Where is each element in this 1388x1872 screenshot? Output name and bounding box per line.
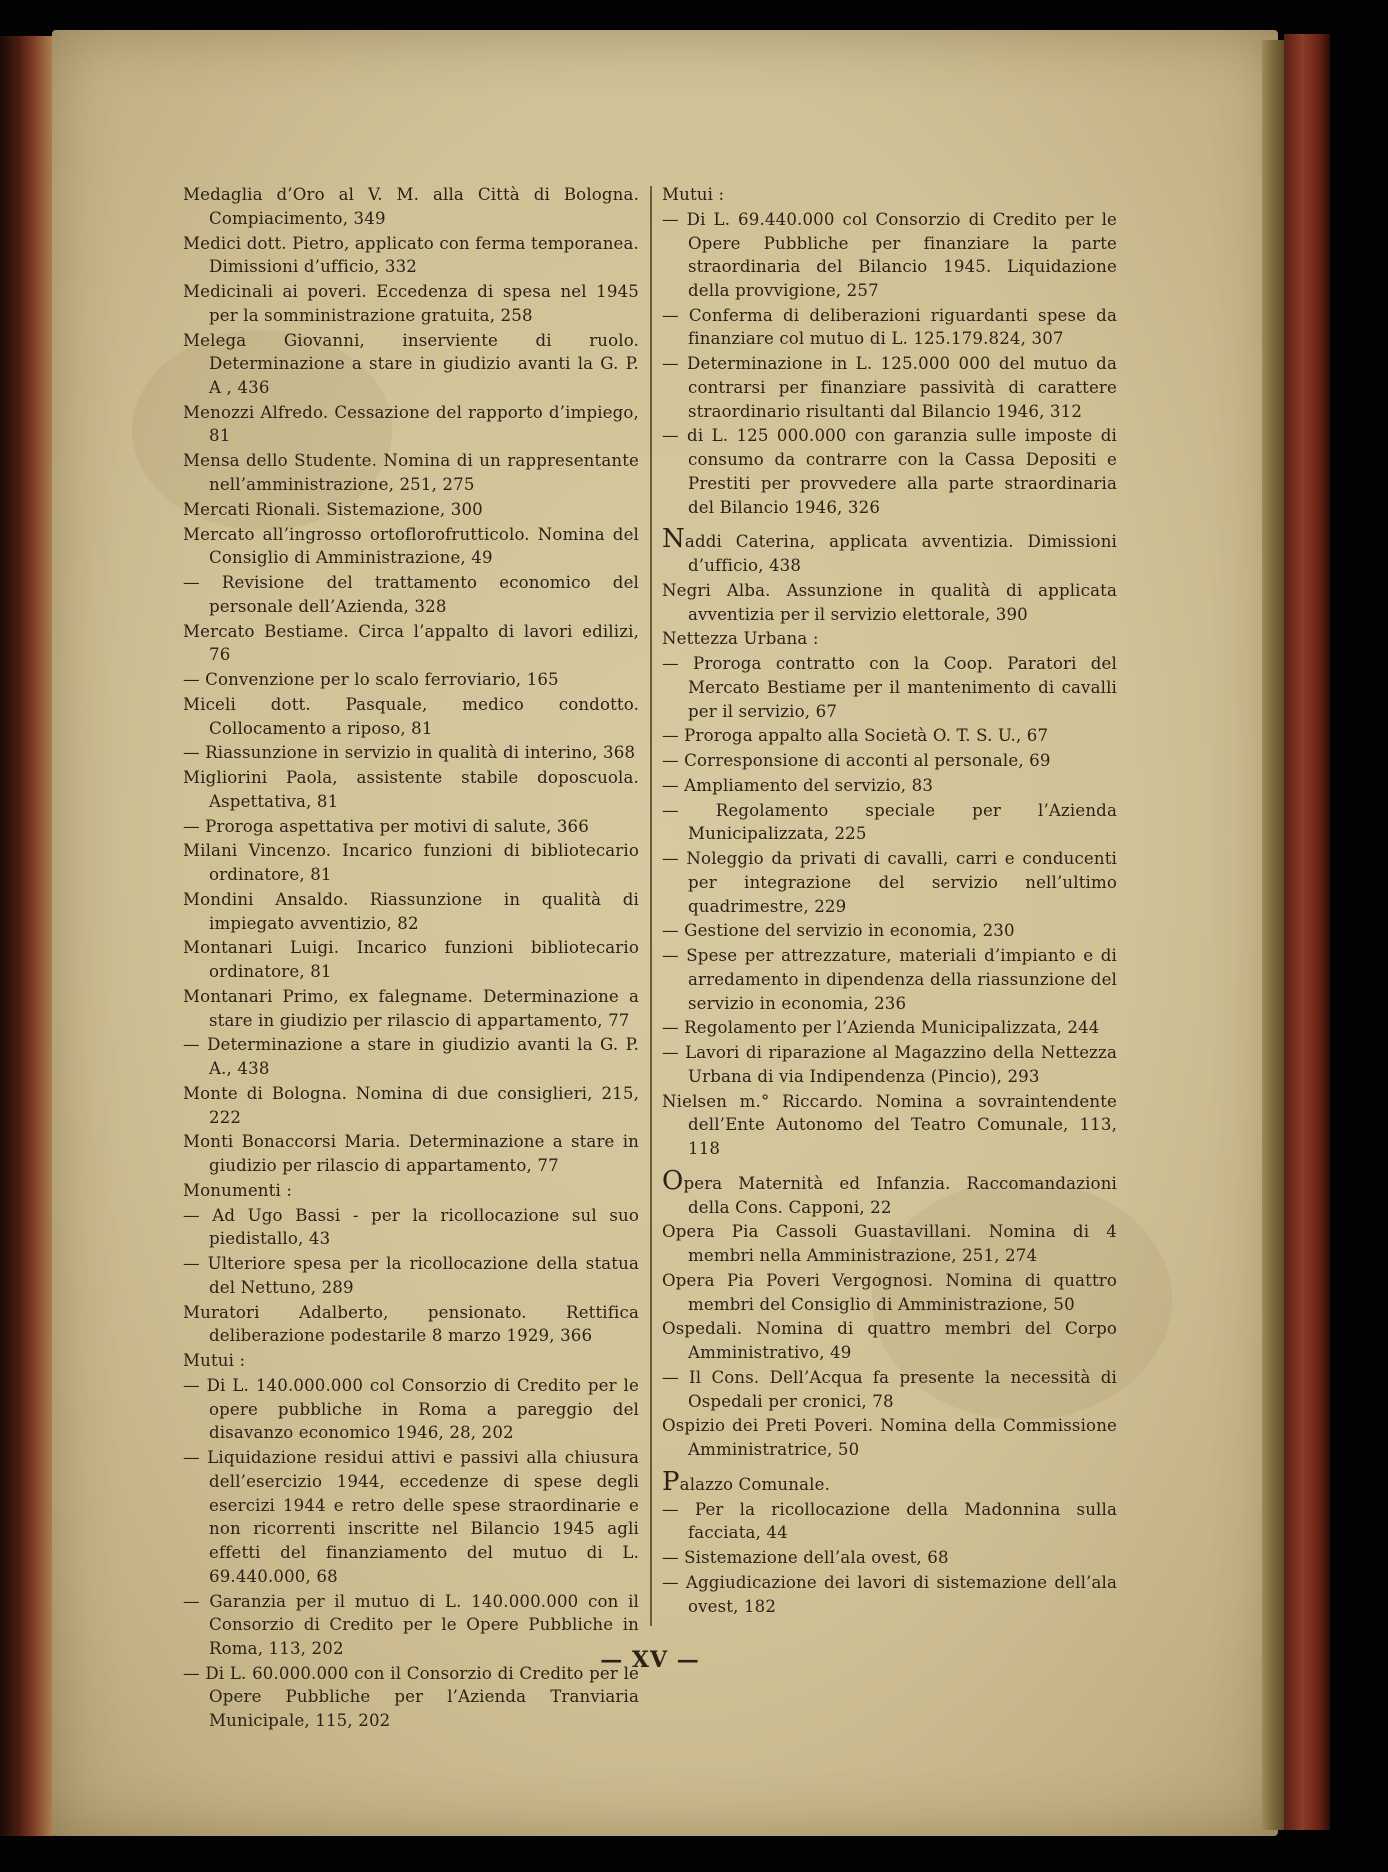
index-heading — [183, 1349, 639, 1373]
entry-text: — Aggiudicazione dei lavori di sistemazione dell’ala ovest, 182 — [662, 1573, 1117, 1616]
entry-text: — Noleggio da privati di cavalli, carri e conducenti per integrazione del servizio nell’ultimo quadrimestre, 229 — [662, 849, 1117, 916]
entry-text: — Convenzione per lo scalo ferroviario, 165 — [183, 670, 559, 689]
index-subentry — [662, 799, 1117, 846]
index-entry — [662, 1165, 1117, 1219]
entry-text: — Gestione del servizio in economia, 230 — [662, 921, 1015, 941]
entry-text: Negri Alba. Assunzione in qualità di applicata avventizia per il servizio elettorale, 390 — [662, 580, 1117, 624]
entry-text: Nettezza Urbana : — [662, 629, 819, 649]
entry-text: — Determinazione a stare in giudizio avanti la G. P. A., 438 — [183, 1035, 639, 1079]
entry-text: — Ulteriore spesa per la ricollocazione della statua del Nettuno, 289 — [183, 1254, 639, 1297]
entry-text: Miceli dott. Pasquale, medico condotto. Collocamento a riposo, 81 — [183, 694, 639, 738]
index-subentry — [183, 668, 639, 692]
entry-text: — Di L. 60.000.000 con il Consorzio di Credito per le Opere Pubbliche per l’Azienda Tranviaria Municipale, 115, 202 — [183, 1663, 639, 1731]
entry-text: Opera Pia Cassoli Guastavillani. Nomina di 4 membri nella Amministrazione, 251, 274 — [662, 1222, 1117, 1266]
index-subentry — [662, 1498, 1117, 1545]
entry-text: Montanari Luigi. Incarico funzioni bibliotecario ordinatore, 81 — [183, 938, 639, 982]
index-entry — [662, 1269, 1117, 1316]
index-subentry — [183, 1590, 639, 1661]
index-subentry — [662, 774, 1117, 798]
index-entry — [662, 1414, 1117, 1461]
index-subentry — [662, 352, 1117, 423]
entry-text: Melega Giovanni, inserviente di ruolo. Determinazione a stare in giudizio avanti la G. P. A , 436 — [183, 330, 639, 397]
entry-text: — Liquidazione residui attivi e passivi alla chiusura dell’esercizio 1944, eccedenze di spese degli esercizi 1944 e retro delle spese straordinarie e non ricorrenti inscritte nel Bilancio 1945 agli effetti del finanziamento del mutuo di L. 69.440.000, 68 — [183, 1448, 639, 1586]
left-binding — [0, 36, 54, 1836]
section-initial: O — [662, 1165, 684, 1196]
entry-text: — Conferma di deliberazioni riguardanti spese da finanziare col mutuo di L. 125.179.824, 307 — [662, 305, 1117, 349]
entry-text: Mercati Rionali. Sistemazione, 300 — [183, 499, 483, 519]
entry-text: — Regolamento speciale per l’Azienda Municipalizzata, 225 — [662, 800, 1117, 844]
entry-text: Mercato Bestiame. Circa l’appalto di lavori edilizi, 76 — [183, 621, 639, 665]
entry-text: Monte di Bologna. Nomina di due consiglieri, 215, 222 — [183, 1083, 639, 1127]
index-subentry — [662, 424, 1117, 519]
section-gap — [662, 1463, 1117, 1473]
index-entry — [183, 1301, 639, 1348]
index-entry — [662, 1317, 1117, 1364]
index-entry — [183, 985, 639, 1032]
page-number: — XV — — [600, 1647, 700, 1673]
index-entry — [183, 329, 639, 400]
entry-text: Menozzi Alfredo. Cessazione del rapporto d’impiego, 81 — [183, 402, 639, 446]
index-subentry — [662, 304, 1117, 351]
entry-text: — Corresponsione di acconti al personale, 69 — [662, 751, 1051, 771]
entry-text: pera Maternità ed Infanzia. Raccomandazioni della Cons. Capponi, 22 — [683, 1173, 1117, 1217]
entry-text: Mutui : — [183, 1351, 246, 1371]
entry-text: Medicinali ai poveri. Eccedenza di spesa nel 1945 per la somministrazione gratuita, 258 — [183, 282, 639, 325]
section-initial: P — [662, 1466, 680, 1497]
section-initial: N — [662, 524, 685, 555]
index-entry — [183, 232, 639, 279]
entry-text: — Revisione del trattamento economico del personale dell’Azienda, 328 — [183, 573, 639, 616]
index-subentry — [662, 1571, 1117, 1618]
index-heading — [662, 183, 1117, 207]
index-entry — [183, 888, 639, 935]
index-subentry — [183, 741, 639, 765]
index-subentry — [183, 1204, 639, 1251]
entry-text: — di L. 125 000.000 con garanzia sulle imposte di consumo da contrarre con la Cassa Depositi e Prestiti per provvedere alla parte straordinaria del Bilancio 1946, 326 — [662, 426, 1117, 517]
index-entry — [183, 936, 639, 983]
index-subentry — [183, 1374, 639, 1445]
index-subentry — [183, 1662, 639, 1733]
entry-text: Mercato all’ingrosso ortoflorofrutticolo. Nomina del Consiglio di Amministrazione, 49 — [183, 524, 639, 568]
entry-text: Muratori Adalberto, pensionato. Rettifica deliberazione podestarile 8 marzo 1929, 366 — [183, 1302, 639, 1346]
entry-text: Medaglia d’Oro al V. M. alla Città di Bologna. Compiacimento, 349 — [183, 185, 639, 228]
index-subentry — [183, 1252, 639, 1299]
index-entry — [662, 524, 1117, 577]
index-entry — [183, 523, 639, 570]
index-entry — [183, 1082, 639, 1129]
index-subentry — [662, 919, 1117, 943]
entry-text: Milani Vincenzo. Incarico funzioni di bibliotecario ordinatore, 81 — [183, 841, 639, 885]
index-subentry — [662, 944, 1117, 1015]
entry-text: Ospizio dei Preti Poveri. Nomina della Commissione Amministratrice, 50 — [662, 1416, 1117, 1460]
entry-text: — Riassunzione in servizio in qualità di interino, 368 — [183, 743, 636, 763]
index-subentry — [662, 1016, 1117, 1040]
index-subentry — [662, 724, 1117, 748]
entry-text: Monumenti : — [183, 1180, 293, 1200]
entry-text: alazzo Comunale. — [679, 1474, 830, 1494]
index-entry — [183, 766, 639, 813]
section-gap — [662, 1162, 1117, 1172]
entry-text: — Ampliamento del servizio, 83 — [662, 775, 934, 795]
entry-text: — Spese per attrezzature, materiali d’impianto e di arredamento in dipendenza della riassunzione del servizio in economia, 236 — [662, 946, 1117, 1013]
entry-text: — Proroga appalto alla Società O. T. S. U., 67 — [662, 726, 1049, 746]
entry-text: — Determinazione in L. 125.000 000 del mutuo da contrarsi per finanziare passività di carattere straordinario risultanti dal Bilancio 1946, 312 — [662, 354, 1117, 421]
entry-text: — Per la ricollocazione della Madonnina sulla facciata, 44 — [662, 1499, 1117, 1543]
page-edge — [1262, 40, 1284, 1830]
index-entry — [662, 1220, 1117, 1267]
entry-text: — Lavori di riparazione al Magazzino della Nettezza Urbana di via Indipendenza (Pincio), 293 — [662, 1043, 1117, 1086]
entry-text: Mondini Ansaldo. Riassunzione in qualità di impiegato avventizio, 82 — [183, 889, 639, 933]
entry-text: Montanari Primo, ex falegname. Determinazione a stare in giudizio per rilascio di appartamento, 77 — [183, 986, 639, 1030]
index-subentry — [183, 1033, 639, 1080]
index-subentry — [183, 815, 639, 839]
index-subentry — [183, 1446, 639, 1588]
section-gap — [662, 520, 1117, 530]
entry-text: Mensa dello Studente. Nomina di un rappresentante nell’amministrazione, 251, 275 — [183, 451, 639, 494]
entry-text: — Garanzia per il mutuo di L. 140.000.000 con il Consorzio di Credito per le Opere Pubbliche in Roma, 113, 202 — [183, 1591, 639, 1658]
entry-text: — Ad Ugo Bassi - per la ricollocazione sul suo piedistallo, 43 — [183, 1205, 639, 1249]
entry-text: — Di L. 69.440.000 col Consorzio di Credito per le Opere Pubbliche per finanziare la parte straordinaria del Bilancio 1945. Liquidazione della provvigione, 257 — [662, 209, 1117, 300]
index-entry — [183, 839, 639, 886]
index-heading — [662, 1466, 1117, 1497]
entry-text: Medici dott. Pietro, applicato con ferma temporanea. Dimissioni d’ufficio, 332 — [183, 233, 639, 277]
index-entry — [183, 183, 639, 230]
index-entry — [183, 1130, 639, 1177]
entry-text: — Regolamento per l’Azienda Municipalizzata, 244 — [662, 1018, 1100, 1038]
index-entry — [183, 498, 639, 522]
index-entry — [183, 280, 639, 327]
entry-text: Ospedali. Nomina di quattro membri del Corpo Amministrativo, 49 — [662, 1319, 1117, 1363]
index-subentry — [662, 1366, 1117, 1413]
index-subentry — [183, 571, 639, 618]
index-column-left — [183, 183, 639, 1734]
entry-text: — Il Cons. Dell’Acqua fa presente la necessità di Ospedali per cronici, 78 — [662, 1367, 1117, 1411]
entry-text: — Di L. 140.000.000 col Consorzio di Credito per le opere pubbliche in Roma a pareggio del disavanzo economico 1946, 28, 202 — [183, 1375, 639, 1443]
index-heading — [183, 1179, 639, 1203]
index-subentry — [662, 208, 1117, 303]
entry-text: — Proroga aspettativa per motivi di salute, 366 — [183, 816, 589, 836]
entry-text: Migliorini Paola, assistente stabile doposcuola. Aspettativa, 81 — [183, 768, 639, 811]
index-heading — [662, 627, 1117, 651]
entry-text: Monti Bonaccorsi Maria. Determinazione a stare in giudizio per rilascio di appartamento, 77 — [183, 1132, 639, 1176]
entry-text: Opera Pia Poveri Vergognosi. Nomina di quattro membri del Consiglio di Amministrazione, 50 — [662, 1270, 1117, 1314]
index-column-right — [662, 183, 1117, 1620]
index-subentry — [662, 652, 1117, 723]
column-divider — [650, 186, 652, 1626]
index-entry — [183, 620, 639, 667]
index-subentry — [662, 847, 1117, 918]
index-subentry — [662, 1546, 1117, 1570]
entry-text: — Sistemazione dell’ala ovest, 68 — [662, 1548, 949, 1568]
index-entry — [183, 401, 639, 448]
index-entry — [662, 1090, 1117, 1161]
entry-text: addi Caterina, applicata avventizia. Dimissioni d’ufficio, 438 — [684, 532, 1117, 576]
index-entry — [662, 579, 1117, 626]
index-subentry — [662, 1041, 1117, 1088]
entry-text: Nielsen m.° Riccardo. Nomina a sovraintendente dell’Ente Autonomo del Teatro Comunale, 113, 118 — [662, 1091, 1117, 1159]
entry-text: Mutui : — [662, 185, 725, 204]
right-binding — [1284, 34, 1330, 1830]
entry-text: — Proroga contratto con la Coop. Paratori del Mercato Bestiame per il mantenimento di cavalli per il servizio, 67 — [662, 654, 1117, 721]
index-subentry — [662, 749, 1117, 773]
index-entry — [183, 449, 639, 496]
index-entry — [183, 693, 639, 740]
